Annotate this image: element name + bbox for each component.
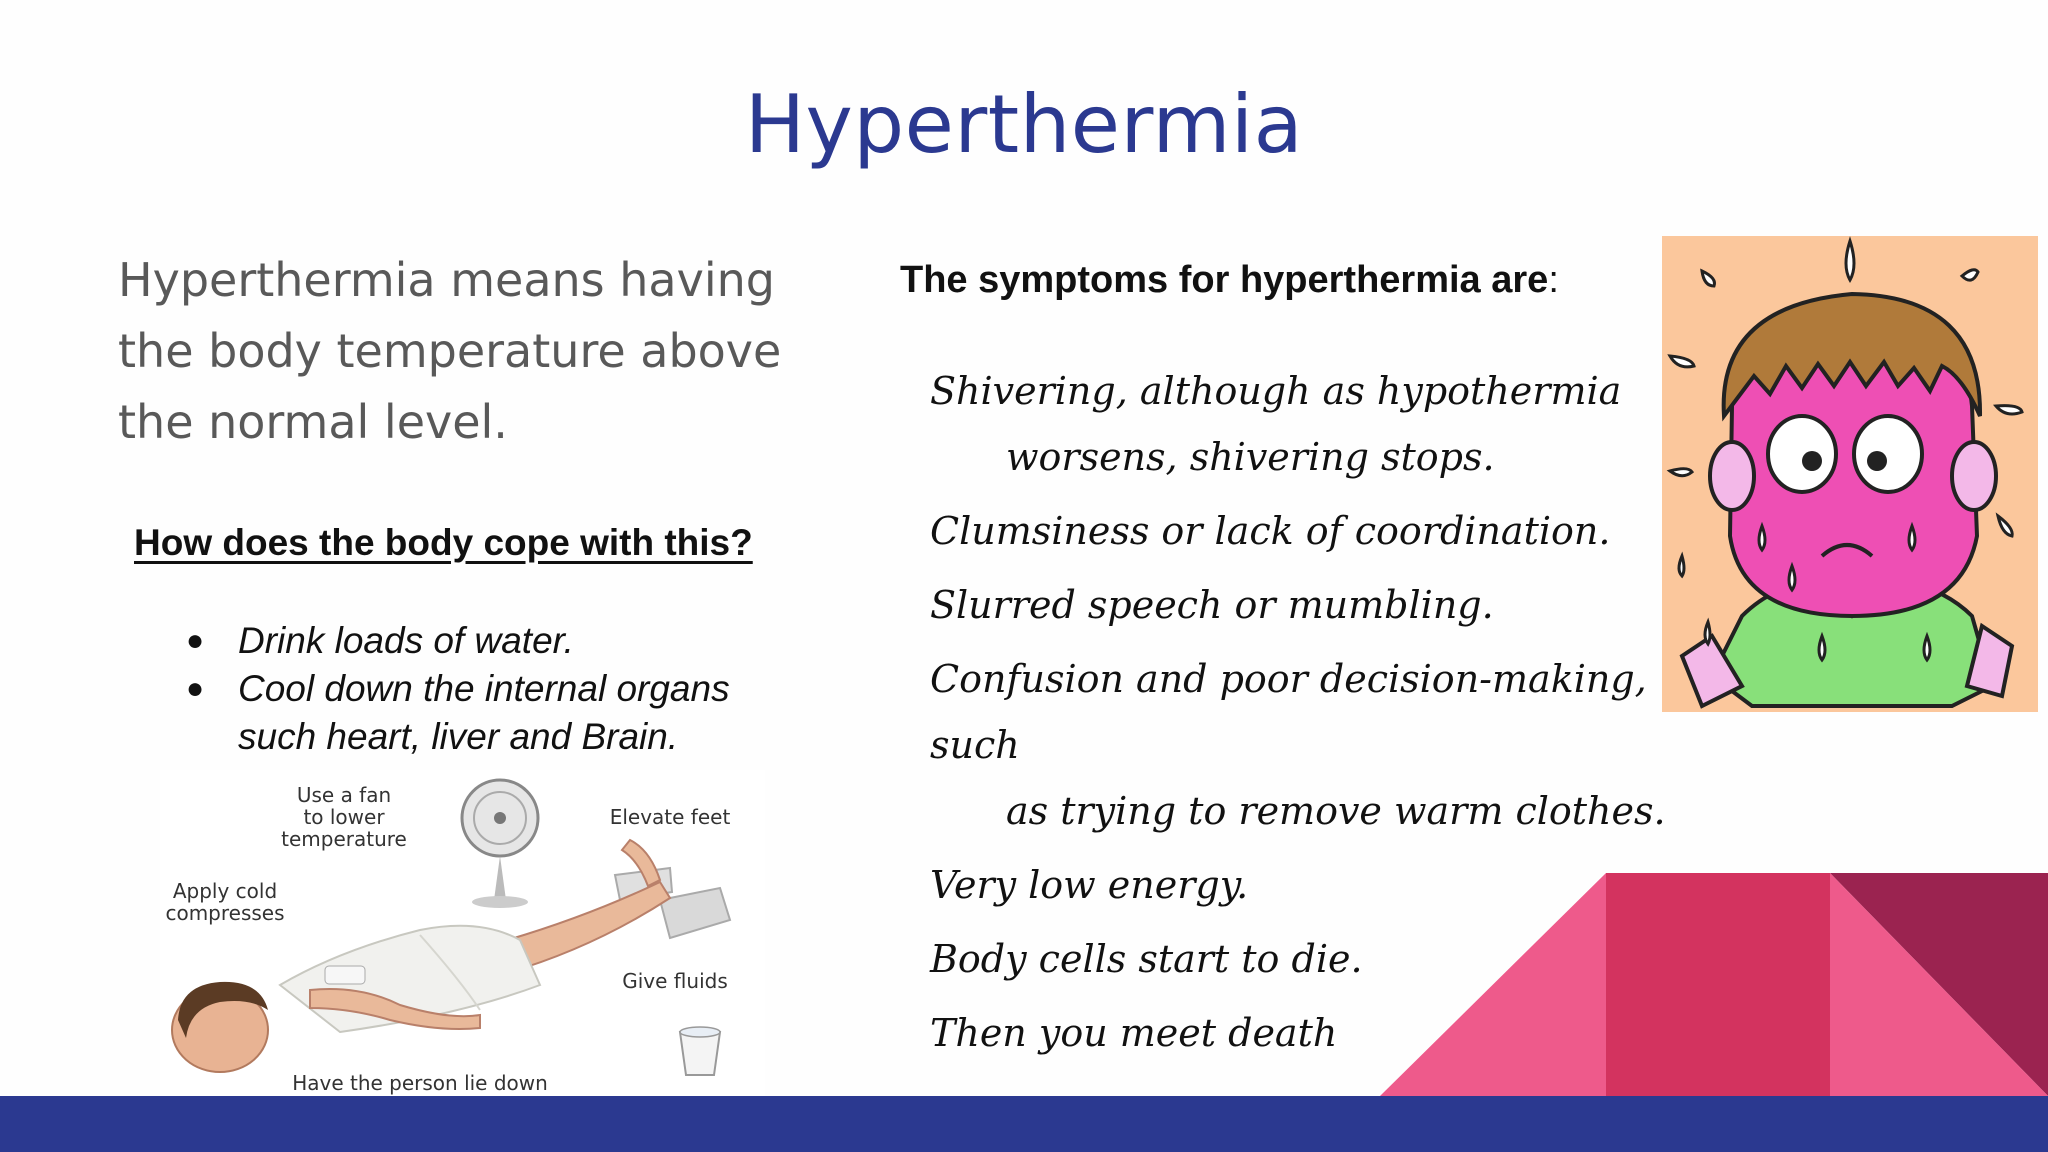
cope-item-text: Drink loads of water. bbox=[238, 620, 574, 661]
list-item bbox=[176, 665, 816, 761]
label-lie-down: Have the person lie down bbox=[292, 1071, 548, 1095]
label-cold bbox=[150, 880, 300, 924]
label-fluids: Give fluids bbox=[622, 969, 728, 993]
sweating-boy-drawing bbox=[1662, 236, 2038, 712]
list-item bbox=[930, 498, 1690, 564]
label-cold-line: compresses bbox=[165, 901, 285, 925]
sweating-boy-illustration bbox=[1662, 236, 2038, 712]
footer-bar bbox=[0, 1096, 2048, 1152]
label-fan-line: to lower bbox=[303, 805, 385, 829]
symptom-text: Then you meet death bbox=[930, 1011, 1338, 1055]
symptom-continuation: worsens, shivering stops. bbox=[1006, 435, 1495, 479]
list-item bbox=[176, 617, 816, 665]
list-item bbox=[930, 572, 1690, 638]
symptom-text: Slurred speech or mumbling. bbox=[930, 583, 1494, 627]
label-fan-line: temperature bbox=[281, 827, 407, 851]
first-aid-illustration bbox=[160, 770, 765, 1124]
symptom-text: Body cells start to die. bbox=[930, 937, 1363, 981]
symptom-continuation: as trying to remove warm clothes. bbox=[1006, 789, 1666, 833]
cope-list bbox=[176, 617, 816, 761]
symptoms-heading-text: The symptoms for hyperthermia are bbox=[900, 259, 1549, 301]
decor-triangle-shapes bbox=[1380, 873, 2048, 1096]
deco-shape-left bbox=[1380, 873, 1606, 1096]
label-cold-line: Apply cold bbox=[172, 879, 278, 903]
label-fan bbox=[264, 784, 424, 850]
intro-text: Hyperthermia means having the body temperature above the normal level. bbox=[118, 253, 782, 449]
symptoms-heading-colon: : bbox=[1548, 259, 1559, 301]
bullet-icon: ● bbox=[186, 624, 205, 657]
list-item bbox=[930, 358, 1690, 490]
symptom-text: Confusion and poor decision-making, such bbox=[930, 657, 1647, 767]
list-item bbox=[930, 646, 1690, 844]
symptom-text: Clumsiness or lack of coordination. bbox=[930, 509, 1611, 553]
cope-heading: How does the body cope with this? bbox=[134, 522, 753, 563]
slide-title: Hyperthermia bbox=[744, 78, 1304, 171]
symptom-text: Shivering, although as hypothermia bbox=[930, 369, 1622, 413]
bullet-icon: ● bbox=[186, 672, 205, 705]
symptoms-heading bbox=[900, 259, 1559, 302]
label-elevate: Elevate feet bbox=[609, 805, 731, 829]
deco-shape-middle bbox=[1606, 873, 1830, 1096]
cope-item-text: Cool down the internal organs such heart, liver and Brain. bbox=[238, 668, 730, 757]
label-fan-line: Use a fan bbox=[296, 783, 392, 807]
symptom-text: Very low energy. bbox=[930, 863, 1249, 907]
fan-icon bbox=[462, 780, 538, 908]
